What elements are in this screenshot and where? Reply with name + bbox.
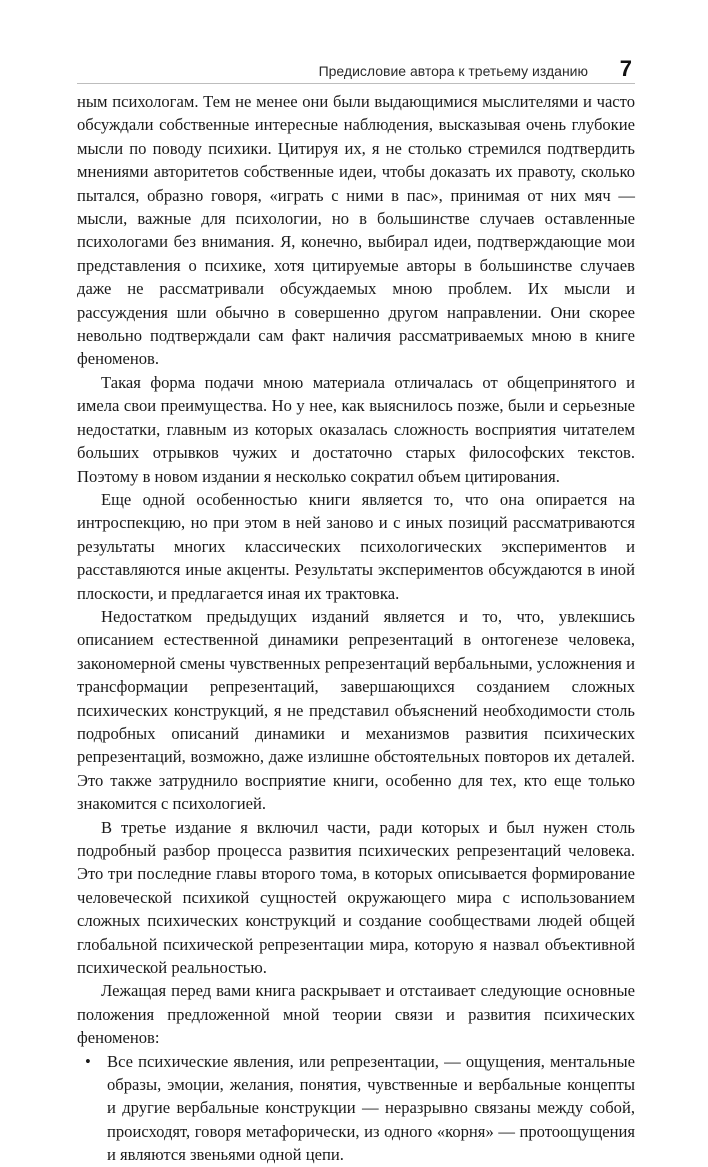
page-number: 7 xyxy=(619,56,632,81)
paragraph: В третье издание я включил части, ради которых и был нужен столь подробный разбор процесса развития психических репрезентаций человека. Это три последние главы второго тома, в которых описывается формирование человеческой психикой сущностей окружающего мира с использованием сложных психических конструкций и создание сообществами людей общей глобальной психической репрезентации мира, которую я назвал объективной психической реальностью. xyxy=(77,817,635,978)
paragraph: Еще одной особенностью книги является то, что она опирается на интроспекцию, но при этом в ней заново и с иных позиций рассматриваются результаты многих классических психологических экспериментов и расставляются иные акценты. Результаты экспериментов обсуждаются в иной плоскости, и предлагается иная их трактовка. xyxy=(77,489,635,603)
paragraph-continuation: ным психологам. Тем не менее они были выдающимися мыслителями и часто обсуждали собственные интересные наблюдения, высказывая очень глубокие мысли по поводу психики. Цитируя их, я не столько стремился подтвердить мнениями авторитетов собственные идеи, чтобы доказать их правоту, сколько пытался, образно говоря, «играть с ними в пас», принимая от них мяч — мысли, важные для психологии, но в большинстве случаев оставленные психологами без внимания. Я, конечно, выбирал идеи, подтверждающие мои представления о психике, хотя цитируемые авторы в большинстве случаев даже не рассматривали обсуждаемых мною проблем. Их мысли и рассуждения шли обычно в совершенно другом направлении. Они скорее невольно подтверждали сам факт наличия рассматриваемых мною в книге феноменов. xyxy=(77,92,635,369)
paragraph: Такая форма подачи мною материала отличалась от общепринятого и имела свои преимущества. Но у нее, как выяснилось позже, были и серьезные недостатки, главным из которых оказалась сложность восприятия читателем больших отрывков чужих и достаточно старых философских текстов. Поэтому в новом издании я несколько сократил объем цитирования. xyxy=(77,372,635,486)
bullet-list xyxy=(77,1050,635,1167)
list-item xyxy=(77,1050,635,1167)
running-header xyxy=(77,56,635,82)
header-rule xyxy=(77,83,635,84)
body-text xyxy=(77,90,635,1167)
paragraph: Лежащая перед вами книга раскрывает и отстаивает следующие основные положения предложенной мной теории связи и развития психических феноменов: xyxy=(77,981,635,1048)
running-title: Предисловие автора к третьему изданию xyxy=(318,63,588,79)
bullet-icon: • xyxy=(85,1051,91,1071)
list-item-text: Все психические явления, или репрезентации, — ощущения, ментальные образы, эмоции, желания, понятия, чувственные и вербальные концепты и другие вербальные конструкции — неразрывно связаны между собой, происходят, говоря метафорически, из одного «корня» — протоощущения и являются звеньями одной цепи. xyxy=(107,1051,635,1165)
paragraph: Недостатком предыдущих изданий является и то, что, увлекшись описанием естественной динамики репрезентаций в онтогенезе человека, закономерной смены чувственных репрезентаций вербальными, усложнения и трансформации репрезентаций, завершающихся созданием сложных психических конструкций, я не представил объяснений необходимости столь подробных описаний динамики и механизмов развития психических репрезентаций, возможно, даже излишне обстоятельных повторов их деталей. Это также затруднило восприятие книги, особенно для тех, кто еще только знакомится с психологией. xyxy=(77,606,635,814)
